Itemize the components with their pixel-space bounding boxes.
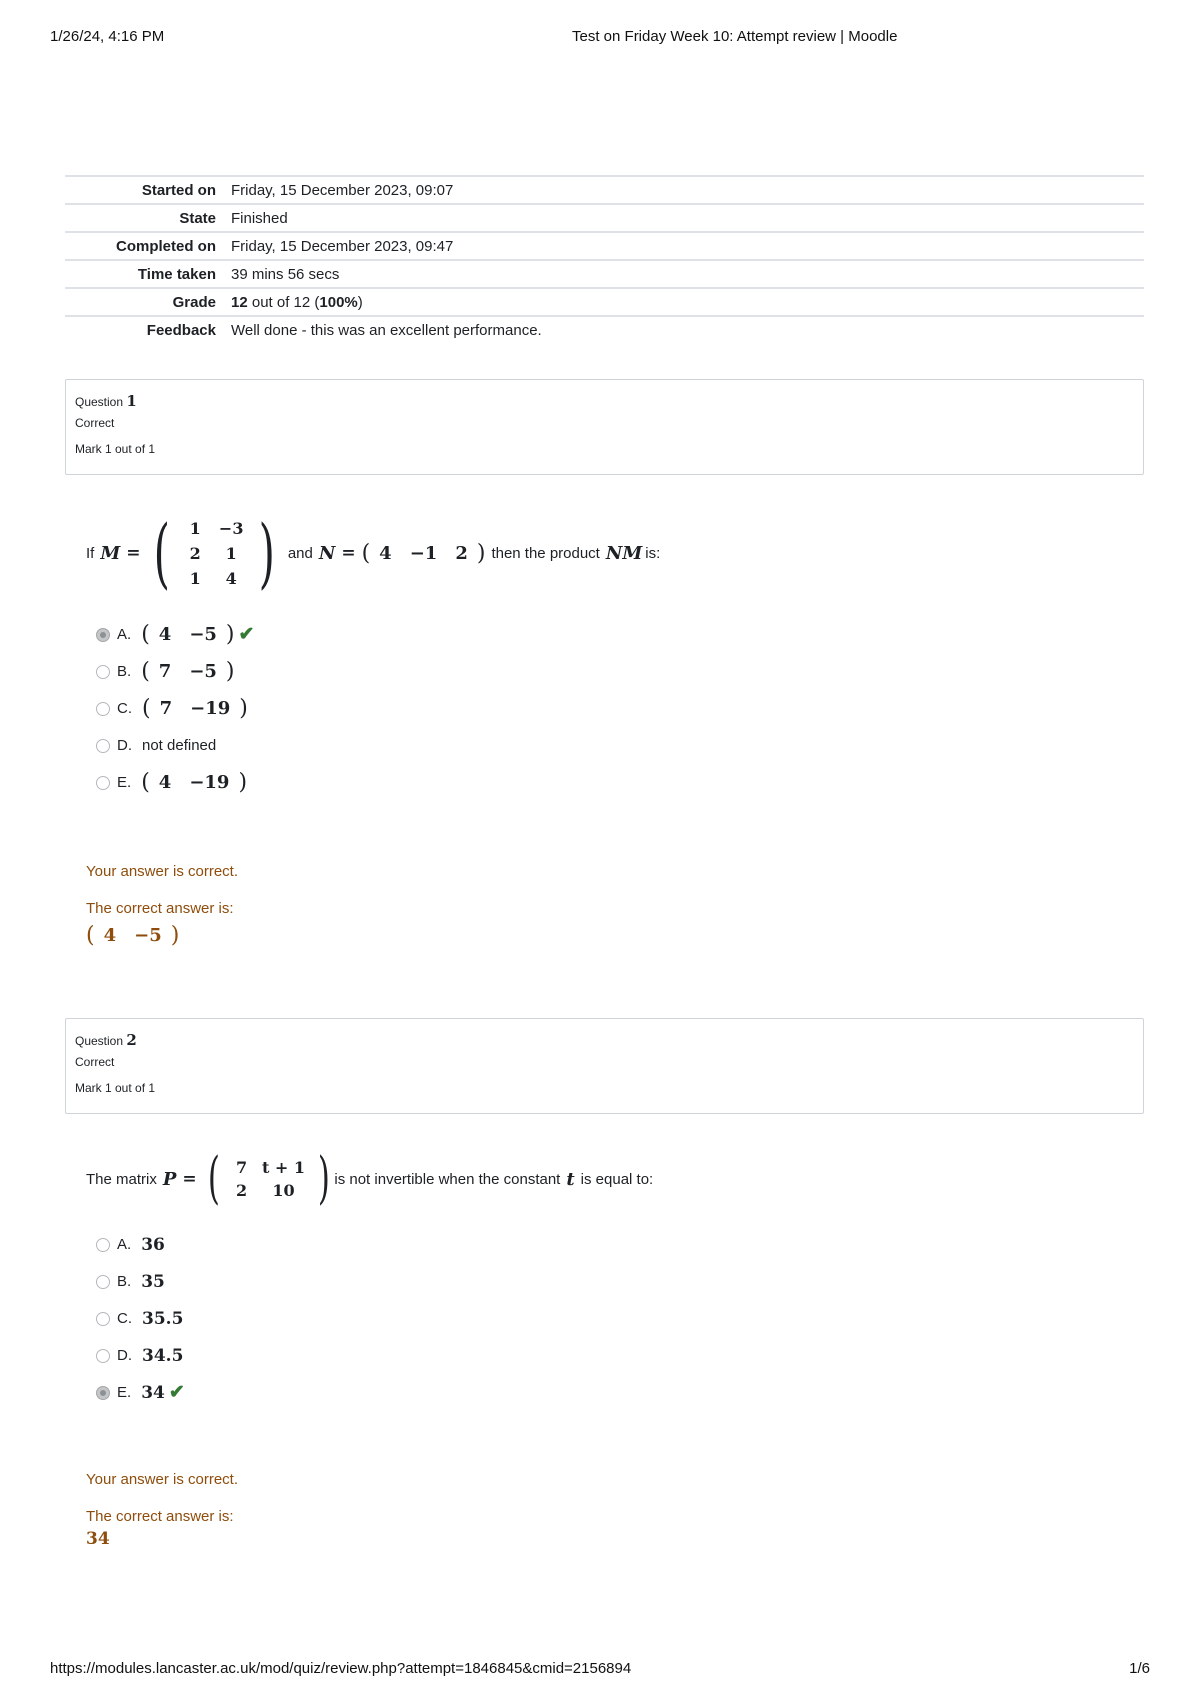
option-a[interactable]: [96, 616, 254, 653]
q2-equals: =: [182, 1169, 197, 1189]
q1-and: and: [287, 544, 313, 562]
option-a[interactable]: [96, 1226, 185, 1263]
vector-element: −19: [189, 772, 230, 793]
option-vector: ( 4 −5 ): [141, 622, 235, 647]
q1-m-matrix: [178, 519, 250, 588]
option-letter: A.: [117, 1236, 132, 1253]
summary-value: Friday, 15 December 2023, 09:47: [231, 237, 454, 255]
option-letter: C.: [117, 700, 132, 717]
summary-row-time-taken: [65, 260, 1144, 288]
matrix-cell: 7: [235, 1158, 248, 1177]
option-value: 35: [141, 1271, 165, 1292]
print-header: [50, 28, 1150, 50]
option-text: not defined: [142, 737, 217, 754]
matrix-cell: 1: [189, 518, 201, 538]
summary-row-completed: [65, 232, 1144, 260]
question-number: [75, 1031, 1134, 1049]
option-b[interactable]: [96, 653, 254, 690]
summary-label: State: [179, 209, 216, 227]
vector-element: 4: [158, 772, 172, 793]
summary-value: 39 mins 56 secs: [231, 265, 340, 283]
option-value: 34: [141, 1382, 165, 1403]
print-page-number: 1/6: [1129, 1660, 1150, 1677]
grade-close: ): [357, 293, 363, 311]
matrix-cell: −3: [218, 518, 244, 538]
vector-element: 7: [159, 698, 173, 719]
vector-element: −19: [190, 698, 231, 719]
q2-intro: The matrix: [86, 1170, 157, 1188]
question-1-info: [65, 379, 1144, 475]
question-state: Correct: [75, 1055, 115, 1069]
radio-icon[interactable]: [96, 1275, 110, 1289]
question-2-options: [96, 1226, 185, 1411]
question-number: [75, 392, 1134, 410]
feedback-result: Your answer is correct.: [86, 1471, 239, 1488]
q2-p-symbol: P: [162, 1168, 177, 1190]
right-paren: ): [258, 508, 276, 597]
summary-label: Grade: [172, 293, 216, 311]
print-footer: [50, 1660, 1150, 1682]
option-letter: B.: [117, 663, 132, 680]
attempt-summary-table: [65, 175, 1144, 344]
question-1-feedback: [86, 863, 238, 948]
question-2-feedback: [86, 1471, 238, 1549]
option-letter: D.: [117, 1347, 132, 1364]
radio-icon[interactable]: [96, 776, 110, 790]
q1-product: NM: [605, 542, 643, 564]
radio-icon[interactable]: [96, 665, 110, 679]
radio-icon[interactable]: [96, 1238, 110, 1252]
option-vector: ( 7 −19 ): [142, 696, 248, 721]
right-paren: ): [317, 1146, 330, 1211]
left-paren: (: [207, 1146, 220, 1211]
vector-element: 2: [455, 542, 468, 564]
q1-n-symbol: N: [318, 542, 336, 564]
question-2-text: [86, 1146, 654, 1211]
option-letter: D.: [117, 737, 132, 754]
summary-row-state: [65, 204, 1144, 232]
check-icon: ✔: [168, 1382, 185, 1403]
matrix-cell: 2: [235, 1181, 248, 1200]
print-date: 1/26/24, 4:16 PM: [50, 28, 165, 45]
summary-row-started: [65, 176, 1144, 204]
option-c[interactable]: [96, 690, 254, 727]
question-grade: Mark 1 out of 1: [75, 1081, 156, 1095]
q2-p-matrix: [227, 1158, 311, 1200]
q1-m-symbol: M: [100, 542, 121, 564]
option-c[interactable]: [96, 1300, 185, 1337]
q1-is: is:: [645, 544, 661, 562]
option-value: 35.5: [142, 1308, 184, 1329]
summary-label: Completed on: [116, 237, 216, 255]
right-paren: ): [476, 540, 486, 566]
summary-row-grade: [65, 288, 1144, 316]
question-1-options: [96, 616, 254, 801]
vector-element: −5: [189, 624, 217, 645]
question-num: 2: [126, 1031, 137, 1049]
radio-icon[interactable]: [96, 1386, 110, 1400]
q1-intro: If: [86, 544, 95, 562]
q1-equals: =: [126, 543, 141, 563]
option-value: 36: [141, 1234, 165, 1255]
radio-icon[interactable]: [96, 702, 110, 716]
radio-icon[interactable]: [96, 628, 110, 642]
summary-label: Time taken: [137, 265, 216, 283]
summary-row-feedback: [65, 316, 1144, 344]
radio-icon[interactable]: [96, 1312, 110, 1326]
q1-equals: =: [341, 543, 356, 563]
option-letter: B.: [117, 1273, 132, 1290]
left-paren: (: [153, 508, 170, 597]
matrix-cell: 10: [272, 1181, 295, 1200]
option-letter: A.: [117, 626, 132, 643]
vector-element: 4: [103, 925, 117, 946]
option-b[interactable]: [96, 1263, 185, 1300]
option-e[interactable]: [96, 1374, 185, 1411]
vector-element: 4: [379, 542, 392, 564]
question-label: Question: [75, 1034, 124, 1048]
summary-value: Well done - this was an excellent performance.: [231, 322, 542, 339]
q2-end: is equal to:: [580, 1170, 654, 1188]
vector-element: −5: [189, 661, 217, 682]
print-url: https://modules.lancaster.ac.uk/mod/quiz/review.php?attempt=1846845&cmid=2156894: [50, 1660, 632, 1677]
q1-then: then the product: [491, 544, 600, 562]
matrix-cell: 1: [225, 543, 237, 563]
correct-answer-label: The correct answer is:: [86, 900, 234, 917]
feedback-result: Your answer is correct.: [86, 863, 239, 880]
summary-value: [231, 288, 1144, 316]
summary-value: Finished: [231, 209, 288, 227]
vector-element: 4: [158, 624, 172, 645]
q2-rest: is not invertible when the constant: [334, 1170, 561, 1188]
option-letter: C.: [117, 1310, 132, 1327]
vector-element: −1: [409, 542, 438, 564]
correct-answer-value: 34: [86, 1529, 110, 1549]
question-grade: Mark 1 out of 1: [75, 442, 156, 456]
option-vector: ( 7 −5 ): [141, 659, 235, 684]
correct-answer-label: The correct answer is:: [86, 1508, 234, 1525]
grade-percent: 100%: [319, 293, 358, 311]
summary-value: Friday, 15 December 2023, 09:07: [231, 181, 454, 199]
matrix-cell: 2: [189, 543, 201, 563]
question-label: Question: [75, 395, 124, 409]
question-2-info: [65, 1018, 1144, 1114]
option-d[interactable]: [96, 727, 254, 764]
radio-icon[interactable]: [96, 1349, 110, 1363]
check-icon: ✔: [238, 624, 255, 645]
radio-icon[interactable]: [96, 739, 110, 753]
matrix-cell: 4: [225, 568, 237, 588]
correct-answer-vector: ( 4 −5 ): [86, 923, 180, 948]
grade-out-of: out of 12 (: [247, 293, 320, 311]
vector-element: 7: [158, 661, 172, 682]
option-d[interactable]: [96, 1337, 185, 1374]
question-state: Correct: [75, 416, 115, 430]
question-1-text: [86, 508, 661, 597]
q1-n-vector: [362, 541, 486, 566]
grade-score: 12: [231, 293, 248, 311]
option-vector: ( 4 −19 ): [141, 770, 248, 795]
q2-var: t: [566, 1168, 575, 1190]
option-e[interactable]: [96, 764, 254, 801]
option-letter: E.: [117, 774, 132, 791]
option-letter: E.: [117, 1384, 132, 1401]
vector-element: −5: [134, 925, 162, 946]
option-value: 34.5: [142, 1345, 184, 1366]
correct-answer: [86, 923, 238, 948]
matrix-cell: 1: [189, 568, 201, 588]
print-title: Test on Friday Week 10: Attempt review | Moodle: [572, 28, 898, 45]
question-num: 1: [126, 392, 137, 410]
summary-label: Started on: [141, 181, 216, 199]
matrix-cell: t + 1: [261, 1158, 306, 1177]
left-paren: (: [361, 540, 371, 566]
summary-label: Feedback: [146, 322, 216, 339]
